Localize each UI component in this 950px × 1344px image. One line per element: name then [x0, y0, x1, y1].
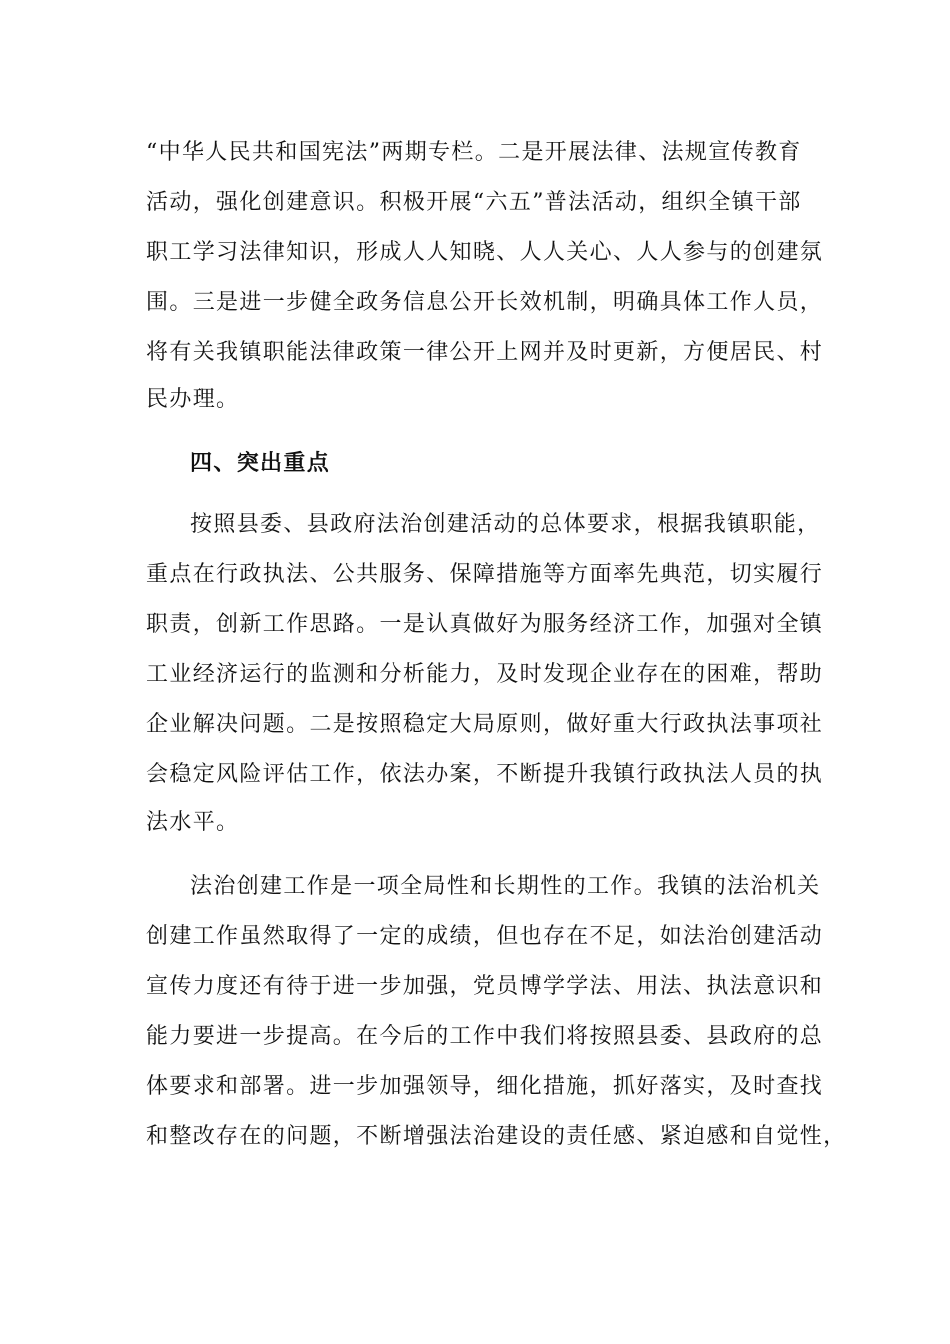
text-line: 工业经济运行的监测和分析能力，及时发现企业存在的困难，帮助: [146, 662, 824, 687]
text-line: 按照县委、县政府法治创建活动的总体要求，根据我镇职能，: [190, 512, 821, 537]
text-line: 民办理。: [146, 387, 240, 412]
text-line: 宣传力度还有待于进一步加强，党员博学学法、用法、执法意识和: [146, 974, 824, 999]
text-line: 重点在行政执法、公共服务、保障措施等方面率先典范，切实履行: [146, 562, 824, 587]
text-line: 活动，强化创建意识。积极开展“六五”普法活动，组织全镇干部: [146, 190, 802, 215]
text-line: 围。三是进一步健全政务信息公开长效机制，明确具体工作人员，: [146, 290, 824, 315]
text-line: 法治创建工作是一项全局性和长期性的工作。我镇的法治机关: [190, 874, 821, 899]
text-line: 能力要进一步提高。在今后的工作中我们将按照县委、县政府的总: [146, 1024, 824, 1049]
text-line: 创建工作虽然取得了一定的成绩，但也存在不足，如法治创建活动: [146, 924, 824, 949]
text-line: 会稳定风险评估工作，依法办案，不断提升我镇行政执法人员的执: [146, 762, 824, 787]
text-line: “中华人民共和国宪法”两期专栏。二是开展法律、法规宣传教育: [146, 140, 802, 165]
text-line: 法水平。: [146, 810, 240, 835]
text-line: 企业解决问题。二是按照稳定大局原则，做好重大行政执法事项社: [146, 712, 824, 737]
text-line: 职责，创新工作思路。一是认真做好为服务经济工作，加强对全镇: [146, 612, 824, 637]
text-line: 和整改存在的问题，不断增强法治建设的责任感、紧迫感和自觉性，: [146, 1124, 847, 1149]
section-heading: 四、突出重点: [190, 450, 331, 476]
text-line: 体要求和部署。进一步加强领导，细化措施，抓好落实，及时查找: [146, 1074, 824, 1099]
text-line: 职工学习法律知识，形成人人知晓、人人关心、人人参与的创建氛: [146, 240, 824, 265]
text-line: 将有关我镇职能法律政策一律公开上网并及时更新，方便居民、村: [146, 340, 824, 365]
